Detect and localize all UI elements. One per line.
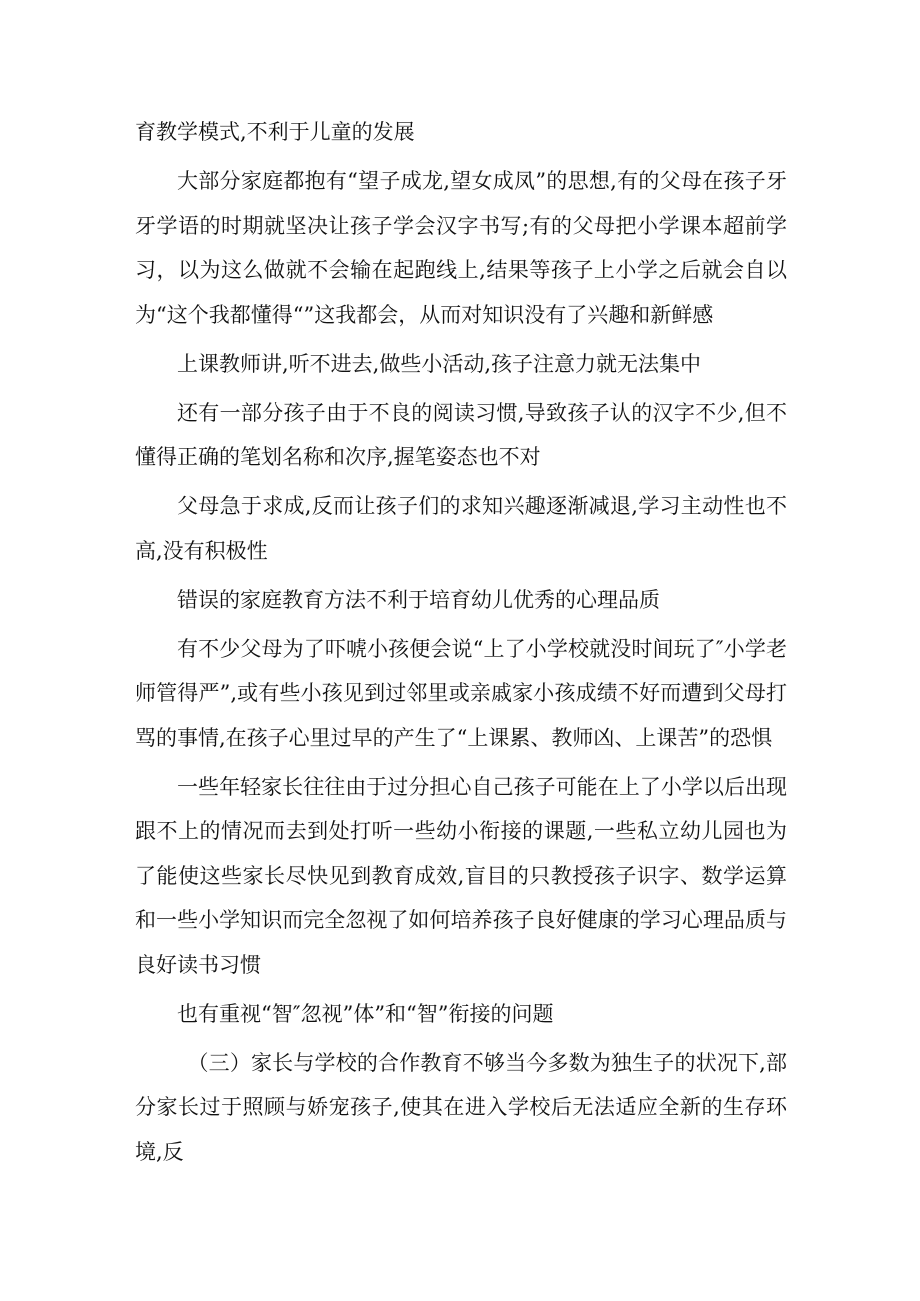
paragraph: 还有一部分孩子由于不良的阅读习惯,导致孩子认的汉字不少,但不懂得正确的笔划名称和次序,握笔姿态也不对 (135, 400, 787, 469)
paragraph: 有不少父母为了吓唬小孩便会说“上了小学校就没时间玩了″小学老师管得严”,或有些小孩见到过邻里或亲戚家小孩成绩不好而遭到父母打骂的事情,在孩子心里过早的产生了“上课累、教师凶、上课苦”的恐惧 (135, 636, 787, 750)
paragraph-continuation: 育教学模式,不利于儿童的发展 (135, 120, 415, 144)
paragraph: 也有重视“智″忽视”体”和“智”衔接的问题 (177, 1001, 554, 1026)
paragraph: 大部分家庭都抱有“望子成龙,望女成凤”的思想,有的父母在孩子牙牙学语的时期就坚决让孩子学会汉字书写;有的父母把小学课本超前学习，以为这么做就不会输在起跑线上,结果等孩子上小学之后就会自以为“这个我都懂得“”这我都会，从而对知识没有了兴趣和新鲜感 (135, 169, 787, 327)
paragraph: 错误的家庭教育方法不利于培育幼儿优秀的心理品质 (177, 587, 660, 612)
body-text (135, 110, 787, 1179)
section-paragraph: （三）家长与学校的合作教育不够当今多数为独生子的状况下,部分家长过于照顾与娇宠孩子,使其在进入学校后无法适应全新的生存环境,反 (135, 1050, 787, 1164)
paragraph: 一些年轻家长往往由于过分担心自己孩子可能在上了小学以后出现跟不上的情况而去到处打听一些幼小衔接的课题,一些私立幼儿园也为了能使这些家长尽快见到教育成效,盲目的只教授孩子识字、数学运算和一些小学知识而完全忽视了如何培养孩子良好健康的学习心理品质与良好读书习惯 (135, 774, 787, 977)
paragraph: 上课教师讲,听不进去,做些小活动,孩子注意力就无法集中 (177, 351, 702, 376)
paragraph: 父母急于求成,反而让孩子们的求知兴趣逐渐减退,学习主动性也不高,没有积极性 (135, 494, 787, 563)
